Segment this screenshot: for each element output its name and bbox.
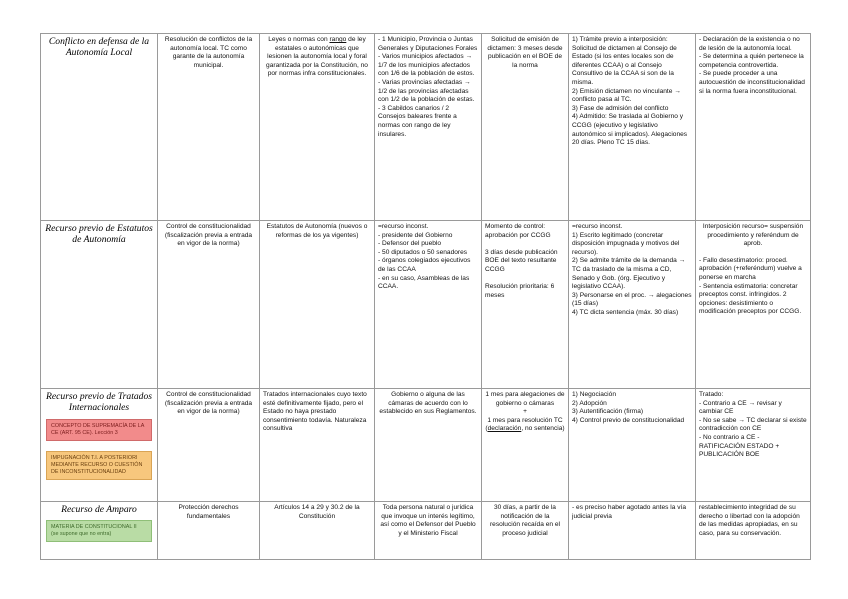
row-title: Recurso previo de Tratados Internacionales xyxy=(46,391,152,413)
cell-efectos xyxy=(696,221,811,389)
cell-plazo: Momento de control: aprobación por CCGG 3 días desde publicación BOE del texto resultante CCGG Resolución prioritaria: 6 meses xyxy=(482,221,569,389)
cell-procedimiento: 1) Trámite previo a interposición: Solicitud de dictamen al Consejo de Estado (si los entes locales son de diferentes CCAA) o al Consejo Consultivo de la CCAA si son de la misma. 2) Emisión dictamen no vinculante → conflicto pasa al TC. 3) Fase de admisión del conflicto 4) Admitido: Se traslada al Gobierno y CCGG (ejecutivo y legislativo autonómico si implicados). Alegaciones 20 días. Pleno TC 15 días. xyxy=(569,34,696,221)
row-title: Recurso previo de Estatutos de Autonomía xyxy=(41,221,158,389)
row-title: Conflicto en defensa de la Autonomía Local xyxy=(41,34,158,221)
cell-efectos: Tratado: - Contrario a CE → revisar y cambiar CE - No se sabe → TC declarar si existe contradicción con CE - No contrario a CE - RATIFICACIÓN ESTADO + PUBLICACIÓN BOE xyxy=(696,389,811,502)
cell-plazo: 1 mes para alegaciones de gobierno o cámaras + 1 mes para resolución TC (declaración, no sentencia) xyxy=(482,389,569,502)
cell-plazo: Solicitud de emisión de dictamen: 3 meses desde publicación en el BOE de la norma xyxy=(482,34,569,221)
cell-normas: Leyes o normas con rango de ley estatales o autonómicas que lesionen la autonomía local y foral garantizada por la Constitución, no por normas infra constitucionales. xyxy=(260,34,375,221)
cell-normas: Artículos 14 a 29 y 30.2 de la Constitución xyxy=(260,502,375,560)
efectos-list: - Fallo desestimatorio: proced. aprobación (+referéndum) vuelve a ponerse en marcha - Sentencia estimatoria: concretar preceptos const. infringidos. 2 opciones: desistimiento o modificación preceptos por CCGG. xyxy=(699,256,802,316)
cell-procedimiento: =recurso inconst. 1) Escrito legitimado (concretar disposición impugnada y motivos del recurso). 2) Se admite trámite de la demanda → TC da traslado de la misma a CD, Senado y Gob. (órg. Ejecutivo y legislativo CCAA). 3) Personarse en el proc. → alegaciones (15 días) 4) TC dicta sentencia (máx. 30 días) xyxy=(569,221,696,389)
cell-normas: Tratados internacionales cuyo texto esté definitivamente fijado, pero el Estado no haya prestado consentimiento todavía. Naturaleza consultiva xyxy=(260,389,375,502)
note-tag-supremacia: CONCEPTO DE SUPREMACÍA DE LA CE (ART. 95 CE). Lección 3 xyxy=(46,419,152,441)
cell-plazo: 30 días, a partir de la notificación de la resolución recaída en el proceso judicial xyxy=(482,502,569,560)
table-row-recurso-amparo xyxy=(41,502,811,560)
cell-procedimiento: - es preciso haber agotado antes la vía judicial previa xyxy=(569,502,696,560)
cell-objeto: Protección derechos fundamentales xyxy=(158,502,260,560)
cell-legitimacion: Gobierno o alguna de las cámaras de acuerdo con lo establecido en sus Reglamentos. xyxy=(375,389,482,502)
note-tag-constitucional: MATERIA DE CONSTITUCIONAL II (se supone que no entra) xyxy=(46,520,152,542)
efectos-head: Interposición recurso= suspensión procedimiento y referéndum de aprob. xyxy=(702,223,804,248)
cell-efectos: restablecimiento integridad de su derecho o libertad con la adopción de las medidas apropiadas, en su caso, para su conservación. xyxy=(696,502,811,560)
cell-objeto: Control de constitucionalidad (fiscalización previa a entrada en vigor de la norma) xyxy=(158,221,260,389)
table-row-recurso-tratados xyxy=(41,389,811,502)
comparison-table xyxy=(40,33,811,560)
row-title-cell xyxy=(41,389,158,502)
table-row-recurso-estatutos xyxy=(41,221,811,389)
cell-normas: Estatutos de Autonomía (nuevos o reformas de los ya vigentes) xyxy=(260,221,375,389)
cell-objeto: Resolución de conflictos de la autonomía local. TC como garante de la autonomía municipal. xyxy=(158,34,260,221)
row-title: Recurso de Amparo xyxy=(61,504,137,515)
cell-legitimacion: Toda persona natural o jurídica que invoque un interés legítimo, así como el Defensor del Pueblo y el Ministerio Fiscal xyxy=(375,502,482,560)
cell-objeto: Control de constitucionalidad (fiscalización previa a entrada en vigor de la norma) xyxy=(158,389,260,502)
table-row-conflicto-autonomia-local xyxy=(41,34,811,221)
note-tag-impugnacion: IMPUGNACIÓN T.I. A POSTERIORI MEDIANTE RECURSO O CUESTIÓN DE INCONSTITUCIONALIDAD xyxy=(46,451,152,480)
row-title-cell xyxy=(41,502,158,560)
cell-efectos: - Declaración de la existencia o no de lesión de la autonomía local. - Se determina a quién pertenece la competencia controvertida. - Se puede proceder a una autocuestión de inconstitucionalidad si la norma fuera inconstitucional. xyxy=(696,34,811,221)
cell-legitimacion: - 1 Municipio, Provincia o Juntas Generales y Diputaciones Forales - Varios municipios afectados → 1/7 de los municipios afectados con 1/6 de la población de estos. - Varias provincias afectadas → 1/2 de las provincias afectadas con 1/2 de la población de estas. - 3 Cabildos canarios / 2 Consejos baleares frente a normas con rango de ley insulares. xyxy=(375,34,482,221)
cell-procedimiento: 1) Negociación 2) Adopción 3) Autentificación (firma) 4) Control previo de constitucionalidad xyxy=(569,389,696,502)
cell-legitimacion: =recurso inconst. - presidente del Gobierno - Defensor del pueblo - 50 diputados o 50 senadores - órganos colegiados ejecutivos de las CCAA - en su caso, Asambleas de las CCAA. xyxy=(375,221,482,389)
